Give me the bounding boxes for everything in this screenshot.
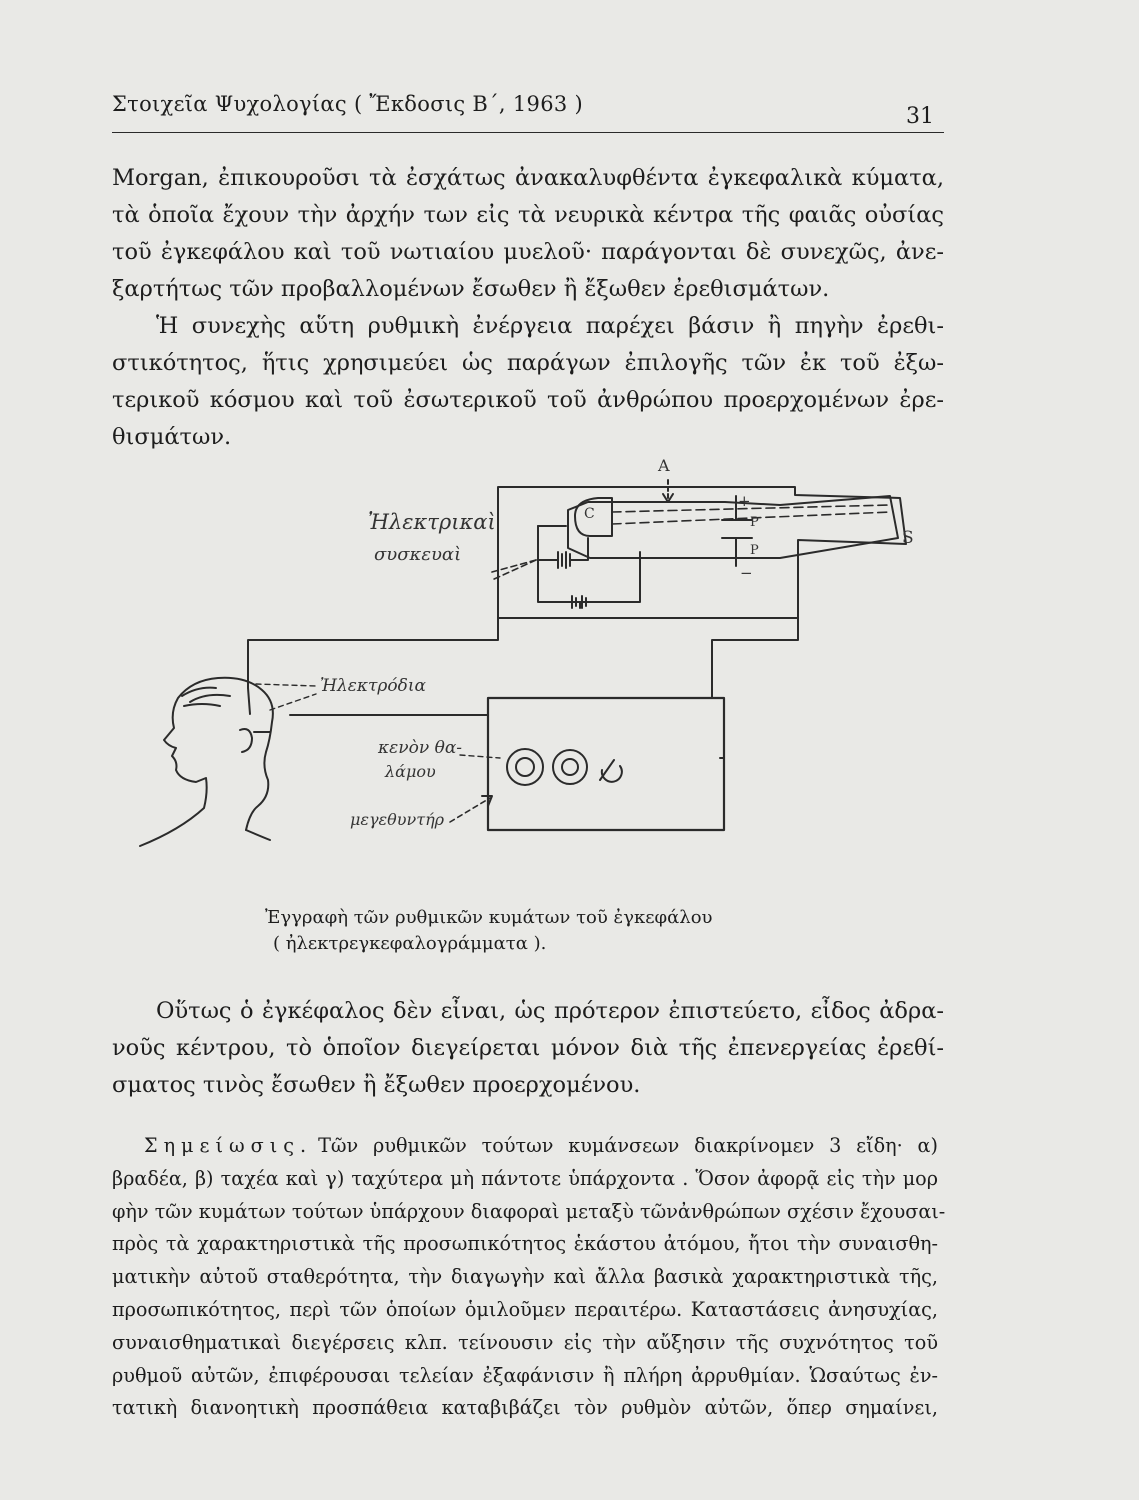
label-electric-devices: Ἠλεκτρικαὶ	[368, 510, 496, 534]
eeg-diagram	[120, 440, 920, 900]
page-number: 31	[906, 104, 934, 129]
label-vacuum-tube-2: λάμου	[385, 762, 436, 781]
label-s: S	[902, 528, 914, 548]
text-line: τὰ ὁποῖα ἔχουν τὴν ἀρχήν των εἰς τὰ νευρικὰ κέντρα τῆς φαιᾶς οὐσίας	[112, 202, 944, 228]
label-electric-devices-2: συσκευαὶ	[374, 544, 462, 565]
note-line: βραδέα, β) ταχέα καὶ γ) ταχύτερα μὴ πάντοτε ὑπάρχοντα . Ὅσον ἀφορᾷ εἰς τὴν μορ	[112, 1166, 938, 1190]
note-line: ματικὴν αὐτοῦ σταθερότητα, τὴν διαγωγὴν καὶ ἄλλα βασικὰ χαρακτηριστικὰ τῆς,	[112, 1265, 938, 1289]
meter	[600, 760, 622, 782]
text-line: ξαρτήτως τῶν προβαλλομένων ἔσωθεν ἢ ἔξωθεν ἐρεθισμάτων.	[112, 276, 830, 302]
dial-2	[553, 750, 587, 784]
text-line: Ἡ συνεχὴς αὕτη ρυθμικὴ ἐνέργεια παρέχει βάσιν ἢ πηγὴν ἐρεθι-	[156, 313, 944, 339]
dial-1	[507, 749, 543, 785]
caption-line: Ἐγγραφὴ τῶν ρυθμικῶν κυμάτων τοῦ ἐγκεφάλου	[265, 907, 713, 928]
note-line: φὴν τῶν κυμάτων τούτων ὑπάρχουν διαφοραὶ μεταξὺ τῶνἀνθρώπων σχέσιν ἔχουσαι-	[112, 1199, 946, 1223]
eeg-figure	[120, 440, 920, 900]
label-amplifier: μεγεθυντήρ	[350, 810, 445, 829]
pointer-amplifier	[450, 798, 490, 822]
label-plus: +	[738, 492, 751, 510]
label-electrodes: Ἠλεκτρόδια	[320, 676, 427, 696]
label-a: A	[658, 456, 670, 475]
text-line: σματος τινὸς ἔσωθεν ἢ ἔξωθεν προερχομένου.	[112, 1072, 641, 1098]
text-line: τοῦ ἐγκεφάλου καὶ τοῦ νωτιαίου μυελοῦ· παράγονται δὲ συνεχῶς, ἀνε-	[112, 239, 944, 265]
battery-circuit	[538, 526, 640, 602]
note-lead: Σημείωσις.	[144, 1134, 313, 1157]
label-c: C	[584, 506, 595, 522]
amplifier-box	[488, 698, 724, 830]
label-p-lower: P	[750, 543, 759, 558]
paragraph-1	[112, 160, 944, 456]
note-section	[112, 1130, 946, 1425]
note-line: τατικὴ διανοητικὴ προσπάθεια καταβιβάζει τὸν ρυθμὸν αὐτῶν, ὅπερ σημαίνει,	[112, 1396, 938, 1420]
text-line: Morgan, ἐπικουροῦσι τὰ ἐσχάτως ἀνακαλυφθέντα ἐγκεφαλικὰ κύματα,	[112, 165, 944, 191]
text-line: θισμάτων.	[112, 424, 232, 450]
label-vacuum-tube: κενὸν θα-	[378, 738, 463, 758]
label-minus: −	[740, 564, 753, 582]
head-profile	[140, 678, 273, 846]
cathode-ray-tube	[568, 496, 898, 558]
note-line: προσωπικότητος, περὶ τῶν ὁποίων ὁμιλοῦμεν περαιτέρω. Καταστάσεις ἀνησυχίας,	[112, 1297, 938, 1321]
wire-left	[248, 618, 498, 714]
caption-line: ( ἠλεκτρεγκεφαλογράμματα ).	[273, 933, 547, 954]
text-line: νοῦς κέντρου, τὸ ὁποῖον διεγείρεται μόνον διὰ τῆς ἐπενεργείας ἐρεθί-	[112, 1035, 944, 1061]
label-p-upper: P	[750, 515, 759, 530]
note-line: πρὸς τὰ χαρακτηριστικὰ τῆς προσωπικότητος ἑκάστου ἀτόμου, ἤτοι τὴν συναισθη-	[112, 1232, 938, 1256]
note-first-line	[112, 1130, 938, 1163]
electron-beam	[612, 505, 890, 512]
figure-caption	[265, 905, 885, 957]
paragraph-2	[112, 993, 944, 1104]
note-line: ρυθμοῦ αὐτῶν, ἐπιφέρουσαι τελείαν ἐξαφάνισιν ἢ πλήρη ἀρρυθμίαν. Ὡσαύτως ἐν-	[112, 1363, 938, 1387]
wire-right	[712, 618, 798, 690]
note-line: συναισθηματικαὶ διεγέρσεις κλπ. τείνουσιν εἰς τὴν αὔξησιν τῆς συχνότητος τοῦ	[112, 1330, 938, 1354]
running-header	[112, 92, 944, 133]
note-first-line-text: Τῶν ρυθμικῶν τούτων κυμάνσεων διακρίνομεν 3 εἴδη· α)	[318, 1134, 938, 1157]
running-title: Στοιχεῖα Ψυχολογίας ( Ἔκδοσις Β΄, 1963 )	[112, 92, 583, 116]
text-line: τερικοῦ κόσμου καὶ τοῦ ἐσωτερικοῦ τοῦ ἀνθρώπου προερχομένων ἐρε-	[112, 387, 944, 413]
text-line: στικότητος, ἥτις χρησιμεύει ὡς παράγων ἐπιλογῆς τῶν ἐκ τοῦ ἐξω-	[112, 350, 944, 376]
text-line: Οὕτως ὁ ἐγκέφαλος δὲν εἶναι, ὡς πρότερον ἐπιστεύετο, εἶδος ἀδρα-	[156, 998, 944, 1024]
pointer-vacuum	[460, 755, 500, 758]
